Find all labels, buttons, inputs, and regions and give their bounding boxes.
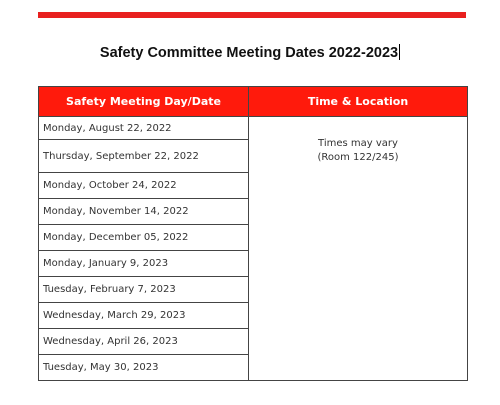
meeting-date-cell: Monday, November 14, 2022 [39,199,249,225]
meeting-date-cell: Tuesday, February 7, 2023 [39,277,249,303]
top-red-rule [38,12,466,18]
meeting-date-cell: Thursday, September 22, 2022 [39,140,249,173]
meeting-date-cell: Monday, January 9, 2023 [39,251,249,277]
meeting-date-cell: Tuesday, May 30, 2023 [39,355,249,381]
document-title[interactable]: Safety Committee Meeting Dates 2022-2023 [99,45,399,61]
location-line-1: Times may vary [318,138,398,149]
meeting-date-cell: Wednesday, April 26, 2023 [39,329,249,355]
text-cursor [399,44,400,60]
meeting-dates-table [38,86,468,381]
time-location-text [249,117,467,165]
location-line-2: (Room 122/245) [317,152,399,163]
meeting-date-cell: Monday, December 05, 2022 [39,225,249,251]
table-header-row [39,87,468,117]
meeting-date-cell: Monday, October 24, 2022 [39,173,249,199]
meeting-date-cell: Wednesday, March 29, 2023 [39,303,249,329]
header-meeting-date: Safety Meeting Day/Date [39,87,249,117]
header-time-location: Time & Location [249,87,468,117]
table-row [39,117,468,140]
document-title-line[interactable] [0,44,500,61]
time-location-cell [249,117,468,381]
meeting-date-cell: Monday, August 22, 2022 [39,117,249,140]
